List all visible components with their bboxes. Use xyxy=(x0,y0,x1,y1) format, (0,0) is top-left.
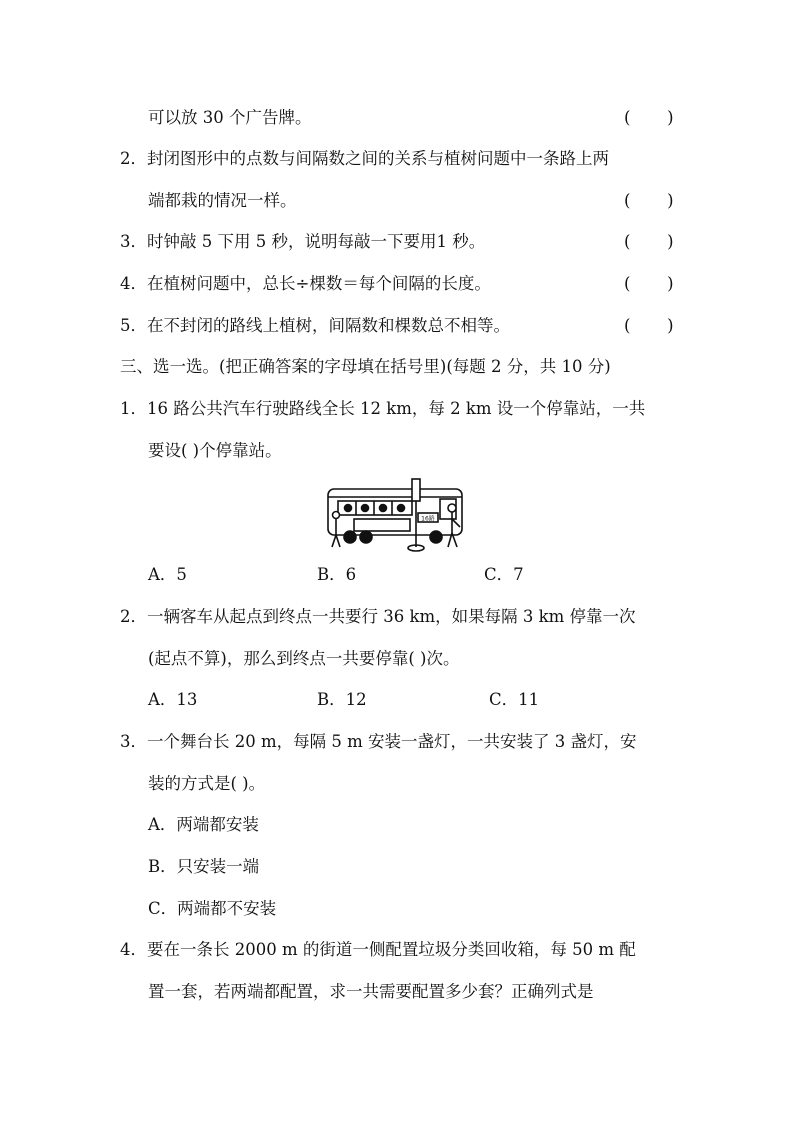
mc-question-2-line-1: 2．一辆客车从起点到终点一共要行 36 km，如果每隔 3 km 停靠一次 xyxy=(120,607,636,626)
question-1-continuation: 可以放 30 个广告牌。 xyxy=(148,108,312,127)
mc-question-4-line-2: 置一套，若两端都配置，求一共需要配置多少套？正确列式是 xyxy=(148,982,594,1001)
answer-paren-3[interactable]: ( ) xyxy=(624,232,674,251)
question-2-line-1: 2．封闭图形中的点数与间隔数之间的关系与植树问题中一条路上两 xyxy=(120,149,609,168)
section-3-heading: 三、选一选。(把正确答案的字母填在括号里)(每题 2 分，共 10 分) xyxy=(120,357,611,376)
mc-2-option-a[interactable]: A．13 xyxy=(148,690,198,709)
mc-2-option-c[interactable]: C．11 xyxy=(489,690,540,709)
mc-question-1-line-2: 要设( )个停靠站。 xyxy=(148,441,282,460)
question-5: 5．在不封闭的路线上植树，间隔数和棵数总不相等。 xyxy=(120,316,510,335)
mc-2-option-b[interactable]: B．12 xyxy=(317,690,367,709)
mc-question-1-line-1: 1．16 路公共汽车行驶路线全长 12 km，每 2 km 设一个停靠站，一共 xyxy=(120,399,646,418)
question-2-line-2: 端都栽的情况一样。 xyxy=(148,191,297,210)
mc-question-2-line-2: (起点不算)，那么到终点一共要停靠( )次。 xyxy=(148,649,460,668)
mc-question-3-line-2: 装的方式是( )。 xyxy=(148,774,266,793)
mc-1-option-b[interactable]: B．6 xyxy=(317,565,357,584)
mc-3-option-c[interactable]: C．两端都不安装 xyxy=(148,899,277,918)
answer-paren-2[interactable]: ( ) xyxy=(624,191,674,210)
question-4: 4．在植树问题中，总长÷棵数＝每个间隔的长度。 xyxy=(120,274,491,293)
answer-paren-5[interactable]: ( ) xyxy=(624,316,674,335)
mc-3-option-b[interactable]: B．只安装一端 xyxy=(148,857,260,876)
mc-question-3-line-1: 3．一个舞台长 20 m，每隔 5 m 安装一盏灯，一共安装了 3 盏灯，安 xyxy=(120,732,637,751)
question-3: 3．时钟敲 5 下用 5 秒，说明每敲一下要用1 秒。 xyxy=(120,232,486,251)
bus-route-sign: 16路 xyxy=(421,515,435,523)
mc-3-option-a[interactable]: A．两端都安装 xyxy=(148,815,259,834)
mc-question-4-line-1: 4．要在一条长 2000 m 的街道一侧配置垃圾分类回收箱，每 50 m 配 xyxy=(120,940,636,959)
bus-illustration xyxy=(324,475,470,553)
answer-paren-1[interactable]: ( ) xyxy=(624,108,674,127)
mc-1-option-c[interactable]: C．7 xyxy=(484,565,524,584)
mc-1-option-a[interactable]: A．5 xyxy=(148,565,187,584)
answer-paren-4[interactable]: ( ) xyxy=(624,274,674,293)
